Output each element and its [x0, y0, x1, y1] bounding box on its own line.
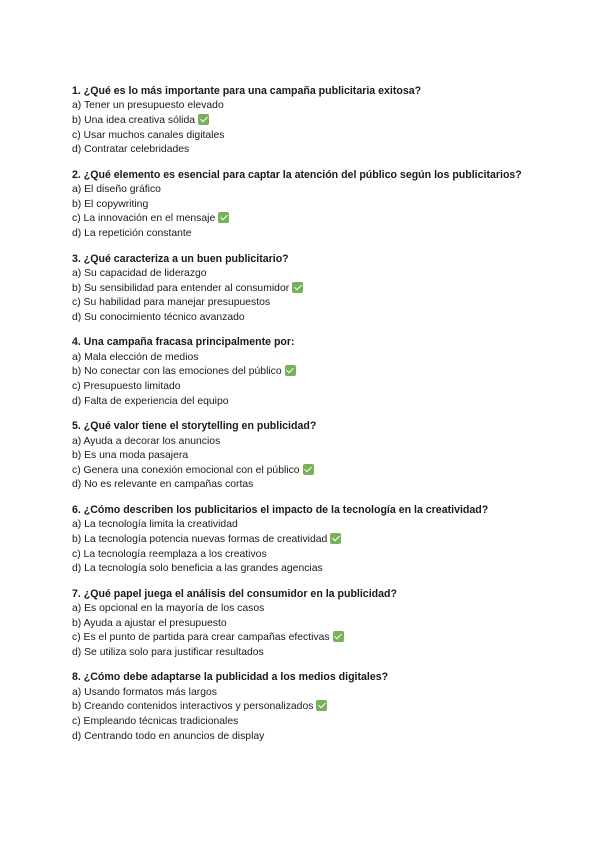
- option-text: a) Tener un presupuesto elevado: [72, 100, 224, 112]
- check-mark-icon: [218, 212, 229, 223]
- option-text: b) Su sensibilidad para entender al consumidor: [72, 282, 290, 294]
- option-text: d) Su conocimiento técnico avanzado: [72, 311, 245, 323]
- answer-option-correct: [72, 114, 532, 129]
- answer-option: [72, 395, 532, 410]
- option-text: b) Es una moda pasajera: [72, 450, 189, 462]
- answer-option: [72, 449, 532, 464]
- option-text: d) La repetición constante: [72, 227, 192, 239]
- answer-option: [72, 227, 532, 242]
- quiz-list: [72, 84, 532, 754]
- answer-option-correct: [72, 631, 532, 646]
- option-text: a) Es opcional en la mayoría de los casos: [72, 603, 265, 615]
- check-mark-icon: [303, 464, 314, 475]
- option-text: c) La tecnología reemplaza a los creativos: [72, 548, 267, 560]
- question-block: [72, 335, 532, 409]
- option-text: b) Creando contenidos interactivos y personalizados: [72, 701, 314, 713]
- answer-option: [72, 646, 532, 661]
- answer-option: [72, 435, 532, 450]
- option-text: d) Falta de experiencia del equipo: [72, 395, 229, 407]
- answer-option: [72, 730, 532, 745]
- question-block: [72, 84, 532, 158]
- option-text: a) El diseño gráfico: [72, 184, 161, 196]
- answer-option: [72, 198, 532, 213]
- question-block: [72, 670, 532, 744]
- option-text: a) Su capacidad de liderazgo: [72, 267, 207, 279]
- answer-option: [72, 478, 532, 493]
- answer-option-correct: [72, 282, 532, 297]
- answer-option: [72, 686, 532, 701]
- option-text: b) El copywriting: [72, 198, 149, 210]
- question-title: 1. ¿Qué es lo más importante para una campaña publicitaria exitosa?: [72, 85, 422, 97]
- option-text: c) Es el punto de partida para crear campañas efectivas: [72, 632, 330, 644]
- option-text: b) Una idea creativa sólida: [72, 115, 196, 126]
- question-block: [72, 168, 532, 242]
- option-text: b) La tecnología potencia nuevas formas de creatividad: [72, 533, 328, 545]
- option-text: b) No conectar con las emociones del público: [72, 366, 282, 378]
- answer-option: [72, 548, 532, 563]
- question-title: 2. ¿Qué elemento es esencial para captar la atención del público según los publicitarios?: [72, 168, 522, 181]
- answer-option: [72, 296, 532, 311]
- answer-option: [72, 99, 532, 114]
- question-block: [72, 503, 532, 577]
- answer-option: [72, 143, 532, 158]
- answer-option: [72, 351, 532, 366]
- option-text: c) Usar muchos canales digitales: [72, 129, 225, 141]
- option-text: c) Presupuesto limitado: [72, 380, 181, 392]
- question-title: 4. Una campaña fracasa principalmente por:: [72, 336, 295, 349]
- answer-option-correct: [72, 700, 532, 715]
- answer-option-correct: [72, 464, 532, 479]
- option-text: c) Genera una conexión emocional con el público: [72, 464, 300, 476]
- option-text: a) Usando formatos más largos: [72, 686, 217, 698]
- option-text: a) La tecnología limita la creatividad: [72, 519, 238, 531]
- option-text: d) La tecnología solo beneficia a las grandes agencias: [72, 563, 323, 575]
- question-title: 6. ¿Cómo describen los publicitarios el impacto de la tecnología en la creatividad?: [72, 503, 489, 516]
- answer-option-correct: [72, 212, 532, 227]
- option-text: a) Mala elección de medios: [72, 351, 199, 363]
- option-text: d) Se utiliza solo para justificar resultados: [72, 646, 264, 658]
- answer-option: [72, 311, 532, 326]
- answer-option: [72, 183, 532, 198]
- check-mark-icon: [292, 282, 303, 293]
- answer-option: [72, 617, 532, 632]
- answer-option: [72, 715, 532, 730]
- question-title: 5. ¿Qué valor tiene el storytelling en publicidad?: [72, 420, 317, 433]
- answer-option: [72, 267, 532, 282]
- option-text: d) Contratar celebridades: [72, 144, 190, 156]
- answer-option: [72, 562, 532, 577]
- check-mark-icon: [285, 365, 296, 376]
- question-block: [72, 252, 532, 326]
- question-title: 8. ¿Cómo debe adaptarse la publicidad a los medios digitales?: [72, 671, 389, 684]
- answer-option: [72, 602, 532, 617]
- question-title: 3. ¿Qué caracteriza a un buen publicitario?: [72, 252, 289, 265]
- question-title: 7. ¿Qué papel juega el análisis del consumidor en la publicidad?: [72, 587, 397, 600]
- check-mark-icon: [316, 700, 327, 711]
- check-mark-icon: [333, 631, 344, 642]
- option-text: d) No es relevante en campañas cortas: [72, 479, 254, 491]
- option-text: d) Centrando todo en anuncios de display: [72, 730, 265, 742]
- option-text: b) Ayuda a ajustar el presupuesto: [72, 617, 227, 629]
- option-text: c) La innovación en el mensaje: [72, 213, 216, 225]
- answer-option-correct: [72, 365, 532, 380]
- check-mark-icon: [198, 114, 209, 125]
- answer-option: [72, 129, 532, 144]
- option-text: c) Empleando técnicas tradicionales: [72, 716, 239, 728]
- answer-option: [72, 518, 532, 533]
- option-text: a) Ayuda a decorar los anuncios: [72, 435, 221, 447]
- answer-option: [72, 380, 532, 395]
- option-text: c) Su habilidad para manejar presupuestos: [72, 297, 271, 309]
- answer-option-correct: [72, 533, 532, 548]
- check-mark-icon: [330, 533, 341, 544]
- question-block: [72, 587, 532, 661]
- question-block: [72, 419, 532, 493]
